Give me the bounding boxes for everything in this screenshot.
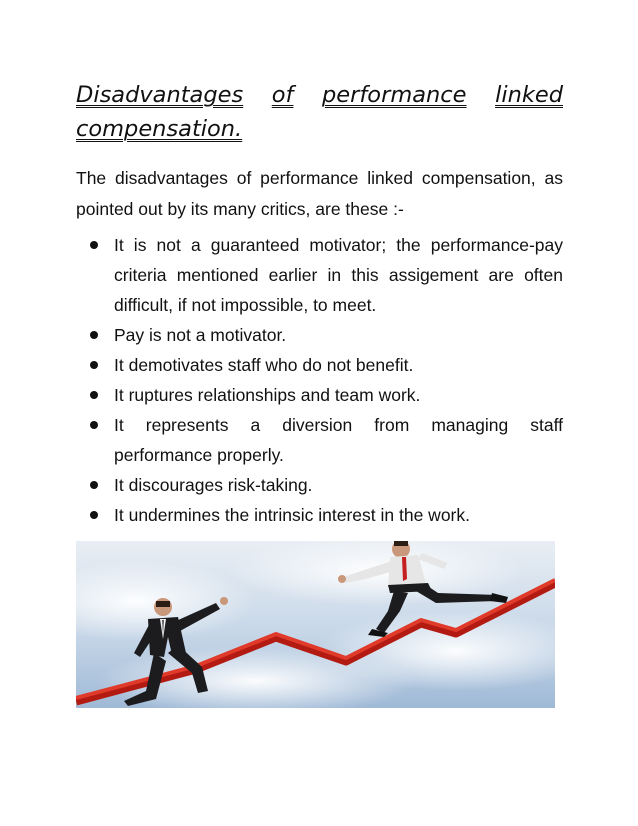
title-word: Disadvantages (76, 82, 244, 108)
bullet-icon (90, 241, 98, 249)
list-item (76, 230, 563, 320)
list-item (76, 500, 563, 530)
list-item (76, 380, 563, 410)
list-item (76, 350, 563, 380)
list-item (76, 410, 563, 470)
list-item (76, 320, 563, 350)
title-word: compensation. (76, 116, 243, 142)
list-item-text: It ruptures relationships and team work. (114, 385, 421, 405)
bullet-icon (90, 331, 98, 339)
bullet-icon (90, 391, 98, 399)
bullet-icon (90, 511, 98, 519)
title-line-2 (76, 112, 563, 146)
list-item-text: It represents a diversion from managing staff performance properly. (114, 415, 563, 465)
businessmen-graph-illustration (76, 541, 555, 708)
list-item-text: It discourages risk-taking. (114, 475, 313, 495)
list-item-text: It undermines the intrinsic interest in the work. (114, 505, 470, 525)
title-line-1 (76, 78, 563, 112)
title-word: performance (322, 82, 467, 108)
bullet-icon (90, 361, 98, 369)
illustration-image (76, 541, 555, 708)
list-item (76, 470, 563, 500)
bullet-list (76, 230, 563, 530)
bullet-icon (90, 481, 98, 489)
page-title (76, 78, 563, 146)
title-word: of (271, 82, 294, 108)
list-item-text: It is not a guaranteed motivator; the performance-pay criteria mentioned earlier in this assigement are often difficult, if not impossible, to meet. (114, 235, 563, 315)
list-item-text: Pay is not a motivator. (114, 325, 287, 345)
bullet-icon (90, 421, 98, 429)
intro-paragraph: The disadvantages of performance linked compensation, as pointed out by its many critics, are these :- (76, 168, 563, 219)
title-word: linked (495, 82, 563, 108)
list-item-text: It demotivates staff who do not benefit. (114, 355, 414, 375)
